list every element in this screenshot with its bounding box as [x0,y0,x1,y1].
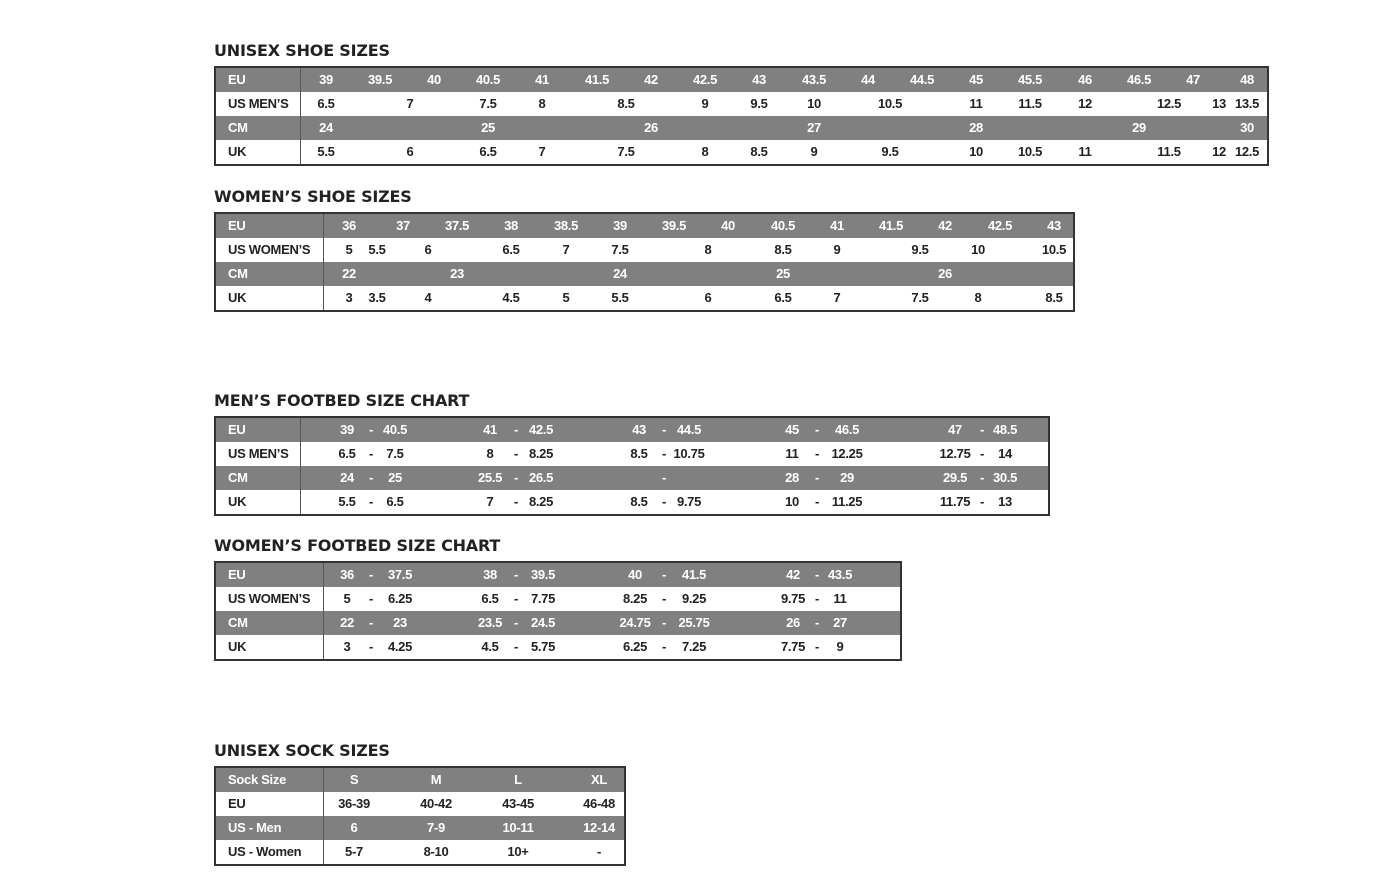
table-cell: 7 [406,96,414,111]
table-cell: 5 [562,290,570,305]
table-cell: 13 [1212,96,1226,111]
table-cell: 41.5 [878,218,904,233]
table-cell: 11 [785,446,799,461]
table-cell: - [513,591,519,606]
table-cell: - [368,422,374,437]
row-label: UK [228,290,247,305]
table-cell: 9 [701,96,709,111]
table-cell: 45.5 [1017,72,1043,87]
table-cell: 25.75 [678,615,710,630]
table-cell: - [814,591,820,606]
table-cell: - [814,446,820,461]
table-row [216,816,624,840]
table-cell: - [513,446,519,461]
table-cell: 23 [393,615,407,630]
womens-shoe-title: WOMEN’S SHOE SIZES [214,187,412,206]
table-row [216,140,1267,164]
table-cell: 8.25 [622,591,648,606]
table-cell: 36 [340,567,354,582]
table-cell: 39 [613,218,627,233]
table-cell: 8 [486,446,494,461]
table-cell: 24.5 [530,615,556,630]
column-divider [300,418,301,514]
table-cell: 42 [644,72,658,87]
table-cell: 25.5 [477,470,503,485]
table-cell: - [596,844,602,859]
table-cell: 6.5 [338,446,356,461]
table-cell: 47 [1186,72,1200,87]
table-cell: - [979,470,985,485]
table-cell: - [368,639,374,654]
table-cell: - [814,494,820,509]
table-cell: - [368,470,374,485]
table-cell: 39 [319,72,333,87]
table-cell: 27 [833,615,847,630]
table-cell: 37.5 [387,567,413,582]
table-cell: 12.75 [939,446,971,461]
table-cell: 22 [342,266,356,281]
table-row [216,466,1048,490]
sock-title: UNISEX SOCK SIZES [214,741,390,760]
table-cell: - [661,591,667,606]
table-row [216,214,1073,238]
table-cell: 40.5 [382,422,408,437]
table-cell: 10 [969,144,983,159]
table-cell: 5 [345,242,353,257]
table-cell: 39.5 [530,567,556,582]
table-cell: 29 [840,470,854,485]
table-cell: 39.5 [661,218,687,233]
table-cell: 8.5 [1045,290,1063,305]
table-cell: 13 [998,494,1012,509]
table-cell: 40 [628,567,642,582]
row-label: US WOMEN’S [228,242,311,257]
table-cell: 25 [776,266,790,281]
table-cell: 41.5 [681,567,707,582]
table-cell: 47 [948,422,962,437]
row-label: CM [228,120,248,135]
table-cell: 5.5 [338,494,356,509]
table-cell: 42.5 [987,218,1013,233]
table-cell: 7.75 [530,591,556,606]
table-cell: - [814,615,820,630]
table-cell: 11.5 [1157,144,1181,159]
row-label: EU [228,422,246,437]
table-cell: 40-42 [420,796,452,811]
table-cell: 8-10 [423,844,449,859]
table-cell: 11 [833,591,847,606]
table-row [216,286,1073,310]
table-cell: 45 [785,422,799,437]
table-cell: - [661,639,667,654]
table-cell: 11.75 [939,494,971,509]
row-label: CM [228,266,248,281]
table-cell: 6.5 [317,96,335,111]
column-divider [300,68,301,164]
table-cell: 48.5 [992,422,1018,437]
table-cell: 24 [613,266,627,281]
table-cell: - [661,615,667,630]
table-cell: 41 [535,72,549,87]
table-cell: 39.5 [367,72,393,87]
table-cell: 41.5 [584,72,610,87]
table-cell: 28 [785,470,799,485]
table-cell: 40 [721,218,735,233]
womens-footbed-table [214,561,902,661]
table-cell: 8.5 [630,446,648,461]
table-cell: - [513,615,519,630]
table-cell: 8.5 [630,494,648,509]
table-cell: 7 [538,144,546,159]
table-cell: 8.25 [528,446,554,461]
table-cell: 12 [1212,144,1226,159]
table-cell: - [368,615,374,630]
table-cell: - [814,639,820,654]
row-label: EU [228,567,246,582]
table-cell: 24 [319,120,333,135]
row-label: EU [228,796,246,811]
table-cell: 8.25 [528,494,554,509]
table-cell: 42.5 [528,422,554,437]
table-cell: 9 [810,144,818,159]
table-cell: - [661,470,667,485]
table-cell: 9.25 [681,591,707,606]
table-cell: 29 [1132,120,1146,135]
table-cell: - [979,422,985,437]
table-cell: 6.25 [622,639,648,654]
table-cell: 7 [486,494,494,509]
table-cell: 42.5 [692,72,718,87]
table-cell: 6.5 [386,494,404,509]
table-cell: - [814,567,820,582]
table-cell: 23.5 [477,615,503,630]
table-row [216,490,1048,514]
table-cell: 7.75 [780,639,806,654]
table-cell: 43-45 [502,796,534,811]
table-cell: 8.5 [774,242,792,257]
table-cell: 11 [1078,144,1092,159]
table-cell: - [368,494,374,509]
table-row [216,92,1267,116]
table-cell: - [368,591,374,606]
table-cell: - [661,567,667,582]
table-cell: 7.25 [681,639,707,654]
table-cell: 10-11 [502,820,534,835]
table-cell: 45 [969,72,983,87]
row-label: US WOMEN’S [228,591,311,606]
row-label: CM [228,615,248,630]
table-cell: 3.5 [368,290,386,305]
table-cell: 9.5 [750,96,768,111]
table-cell: 40.5 [770,218,796,233]
table-cell: - [513,567,519,582]
table-cell: 46.5 [1126,72,1152,87]
table-cell: - [661,422,667,437]
table-cell: XL [590,772,607,787]
column-divider [323,214,324,310]
table-cell: S [349,772,359,787]
table-row [216,611,900,635]
table-cell: 26 [938,266,952,281]
table-cell: 22 [340,615,354,630]
table-cell: 25 [388,470,402,485]
table-cell: 36 [342,218,356,233]
table-cell: 37 [396,218,410,233]
table-cell: 27 [807,120,821,135]
row-label: US MEN’S [228,96,289,111]
table-cell: 44.5 [676,422,702,437]
table-cell: 42 [938,218,952,233]
table-cell: 9.75 [780,591,806,606]
table-cell: 6.5 [502,242,520,257]
table-cell: 4.5 [502,290,520,305]
table-cell: 6 [424,242,432,257]
unisex-shoe-title: UNISEX SHOE SIZES [214,41,390,60]
table-cell: - [979,446,985,461]
table-cell: - [513,494,519,509]
sock-table [214,766,626,866]
table-cell: 30 [1240,120,1254,135]
column-divider [323,768,324,864]
table-row [216,768,624,792]
table-cell: 43.5 [801,72,827,87]
table-cell: 6 [704,290,712,305]
row-label: Sock Size [228,772,286,787]
table-cell: 44.5 [909,72,935,87]
mens-footbed-title: MEN’S FOOTBED SIZE CHART [214,391,470,410]
mens-footbed-table [214,416,1050,516]
table-cell: 40 [427,72,441,87]
table-cell: 7.5 [911,290,929,305]
table-cell: L [514,772,522,787]
table-row [216,442,1048,466]
table-cell: 7.5 [386,446,404,461]
womens-shoe-table [214,212,1075,312]
table-cell: 38 [504,218,518,233]
table-cell: 5.5 [368,242,386,257]
table-cell: - [814,470,820,485]
table-cell: 43 [632,422,646,437]
table-cell: 25 [481,120,495,135]
table-cell: 12 [1078,96,1092,111]
table-cell: 5 [343,591,351,606]
table-cell: 43.5 [827,567,853,582]
table-cell: 12-14 [583,820,615,835]
unisex-shoe-table [214,66,1269,166]
table-cell: 46 [1078,72,1092,87]
table-cell: 43 [1047,218,1061,233]
table-cell: 7-9 [427,820,445,835]
table-cell: 38 [483,567,497,582]
table-cell: 37.5 [444,218,470,233]
table-cell: - [513,422,519,437]
table-cell: 10.75 [673,446,705,461]
table-cell: 46.5 [834,422,860,437]
table-cell: 9.5 [911,242,929,257]
table-cell: 6.5 [481,591,499,606]
table-cell: 11.5 [1018,96,1042,111]
table-cell: 9.75 [676,494,702,509]
row-label: EU [228,72,246,87]
table-cell: 6 [406,144,414,159]
table-cell: 8 [704,242,712,257]
table-cell: 8 [538,96,546,111]
table-row [216,262,1073,286]
table-cell: 24 [340,470,354,485]
table-cell: 7 [562,242,570,257]
table-cell: - [368,446,374,461]
table-cell: 30.5 [992,470,1018,485]
table-cell: 10 [807,96,821,111]
table-cell: 9 [836,639,844,654]
table-cell: - [513,470,519,485]
column-divider [323,563,324,659]
table-cell: 26 [644,120,658,135]
table-row [216,68,1267,92]
table-cell: 8 [974,290,982,305]
table-cell: 36-39 [338,796,370,811]
table-row [216,418,1048,442]
row-label: US - Women [228,844,302,859]
table-cell: 9.5 [881,144,899,159]
table-cell: 10.5 [1017,144,1043,159]
table-cell: 10 [971,242,985,257]
table-cell: 11.25 [831,494,863,509]
row-label: EU [228,218,246,233]
table-cell: 5-7 [345,844,363,859]
table-cell: 14 [998,446,1012,461]
table-cell: 26 [786,615,800,630]
row-label: UK [228,639,247,654]
table-cell: 40.5 [475,72,501,87]
table-row [216,840,624,864]
table-cell: 29.5 [942,470,968,485]
row-label: US MEN’S [228,446,289,461]
table-cell: 4.25 [387,639,413,654]
table-cell: 6.5 [479,144,497,159]
table-cell: 5.5 [611,290,629,305]
table-cell: 11 [969,96,983,111]
row-label: UK [228,144,247,159]
table-cell: 7 [833,290,841,305]
table-cell: 12.5 [1156,96,1182,111]
table-cell: 39 [340,422,354,437]
table-cell: 38.5 [553,218,579,233]
table-cell: 10.5 [1041,242,1067,257]
row-label: US - Men [228,820,282,835]
table-cell: - [368,567,374,582]
table-cell: 3 [343,639,351,654]
table-cell: 41 [830,218,844,233]
table-cell: 7.5 [479,96,497,111]
table-cell: 6.25 [387,591,413,606]
table-row [216,635,900,659]
table-cell: 12.25 [831,446,863,461]
table-cell: 10.5 [877,96,903,111]
table-cell: - [513,639,519,654]
table-cell: 48 [1240,72,1254,87]
table-cell: 5.75 [530,639,556,654]
table-cell: 3 [345,290,353,305]
table-cell: 4 [424,290,432,305]
table-cell: 46-48 [583,796,615,811]
table-cell: 8.5 [750,144,768,159]
table-row [216,238,1073,262]
table-cell: 9 [833,242,841,257]
table-cell: 10+ [507,844,529,859]
table-cell: 26.5 [528,470,554,485]
table-row [216,116,1267,140]
table-cell: 7.5 [611,242,629,257]
table-cell: - [814,422,820,437]
table-cell: 8.5 [617,96,635,111]
row-label: CM [228,470,248,485]
table-cell: 6.5 [774,290,792,305]
table-cell: 43 [752,72,766,87]
table-row [216,563,900,587]
table-cell: 8 [701,144,709,159]
table-cell: 5.5 [317,144,335,159]
table-cell: 13.5 [1234,96,1260,111]
table-cell: 10 [785,494,799,509]
table-cell: - [661,446,667,461]
table-row [216,587,900,611]
table-row [216,792,624,816]
table-cell: 6 [350,820,358,835]
table-cell: - [979,494,985,509]
table-cell: 12.5 [1234,144,1260,159]
row-label: UK [228,494,247,509]
table-cell: 41 [483,422,497,437]
womens-footbed-title: WOMEN’S FOOTBED SIZE CHART [214,536,501,555]
table-cell: M [430,772,442,787]
table-cell: 4.5 [481,639,499,654]
table-cell: 28 [969,120,983,135]
table-cell: 23 [450,266,464,281]
table-cell: - [661,494,667,509]
table-cell: 24.75 [619,615,651,630]
table-cell: 42 [786,567,800,582]
table-cell: 44 [861,72,875,87]
table-cell: 7.5 [617,144,635,159]
